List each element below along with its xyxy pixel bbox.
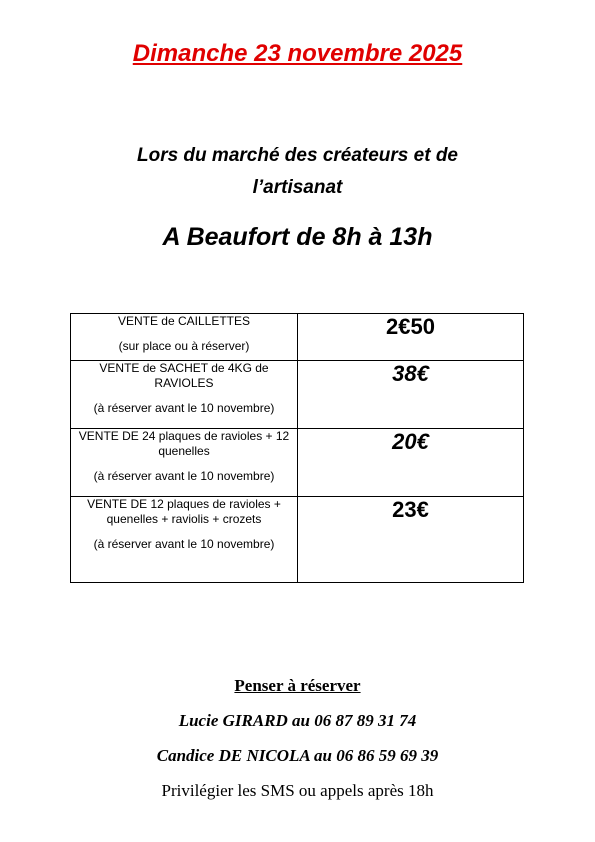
product-price: 20€ (298, 429, 524, 497)
product-note: (à réserver avant le 10 novembre) (93, 469, 275, 483)
contact-candice: Candice DE NICOLA au 06 86 59 69 39 (156, 746, 439, 765)
product-price: 2€50 (298, 314, 524, 361)
product-price: 23€ (298, 497, 524, 583)
product-title: VENTE de SACHET de 4KG de RAVIOLES (99, 361, 269, 390)
location-hours: A Beaufort de 8h à 13h (162, 223, 433, 251)
table-row (71, 497, 524, 583)
product-description (71, 314, 298, 361)
product-note: (à réserver avant le 10 novembre) (93, 401, 275, 415)
product-note: (sur place ou à réserver) (118, 339, 250, 353)
intro-line-2: l’artisanat (252, 177, 343, 198)
contact-note: Privilégier les SMS ou appels après 18h (161, 781, 434, 800)
product-description (71, 361, 298, 429)
product-note: (à réserver avant le 10 novembre) (93, 537, 275, 551)
table-row (71, 361, 524, 429)
contact-lucie: Lucie GIRARD au 06 87 89 31 74 (178, 711, 417, 730)
reservation-heading: Penser à réserver (234, 676, 361, 695)
product-title: VENTE de CAILLETTES (117, 314, 251, 328)
table-row (71, 429, 524, 497)
event-date-heading: Dimanche 23 novembre 2025 (132, 40, 463, 67)
intro-text (60, 140, 535, 204)
product-title: VENTE DE 24 plaques de ravioles + 12 quenelles (78, 429, 290, 458)
product-title: VENTE DE 12 plaques de ravioles + quenelles + raviolis + crozets (87, 497, 281, 526)
intro-line-1: Lors du marché des créateurs et de (136, 145, 458, 166)
table-row (71, 314, 524, 361)
product-price: 38€ (298, 361, 524, 429)
price-table (70, 313, 524, 583)
product-description (71, 429, 298, 497)
product-description (71, 497, 298, 583)
